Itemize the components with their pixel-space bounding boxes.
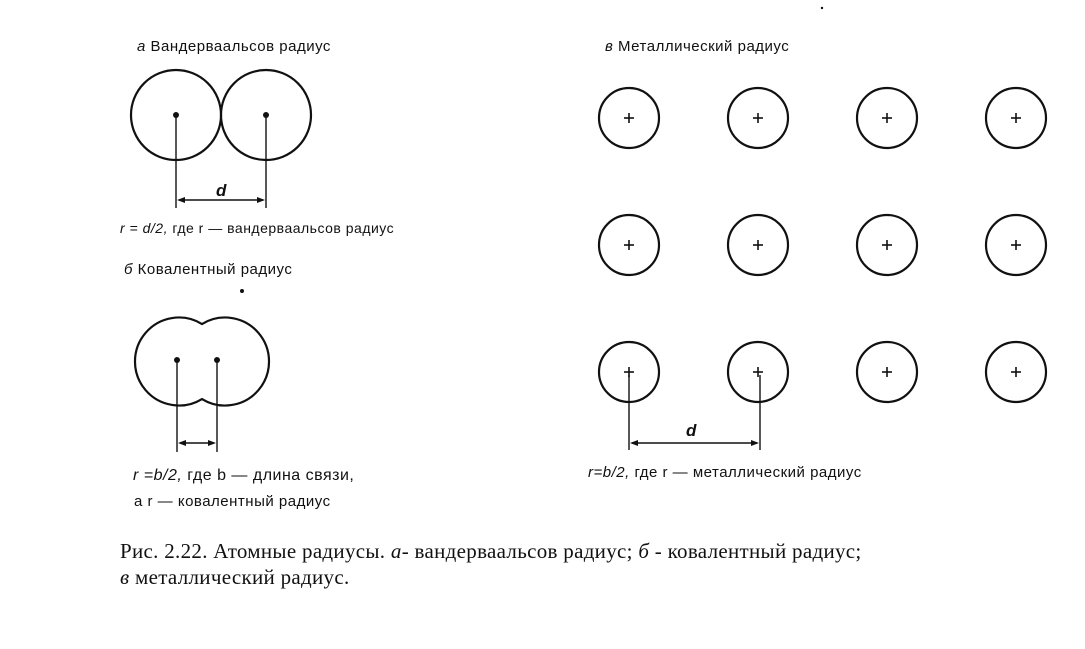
- panel-b-formula-rest: где b — длина связи,: [187, 467, 355, 484]
- panel-a-title: [137, 38, 331, 55]
- metal-arrow-right: [751, 440, 759, 446]
- speck: [821, 7, 823, 9]
- panel-b-title: [124, 261, 292, 278]
- metal-dimension-label: d: [686, 421, 697, 440]
- panel-b-title-text: Ковалентный радиус: [137, 261, 293, 278]
- caption-b-letter: б: [638, 539, 650, 563]
- panel-b-formula-r: r =b/2,: [133, 467, 183, 484]
- caption-c-letter: в: [120, 565, 130, 589]
- covalent-molecule-outline: [135, 317, 269, 405]
- vdw-dimension-label: d: [216, 181, 227, 200]
- panel-a-formula: [120, 220, 394, 236]
- panel-b-letter: б: [124, 261, 133, 278]
- covalent-atoms: [135, 317, 269, 452]
- panel-c-formula: [588, 464, 862, 481]
- panel-b-formula-line2: а r — ковалентный радиус: [134, 493, 331, 510]
- vdw-arrow-right: [257, 197, 265, 203]
- vdw-arrow-left: [177, 197, 185, 203]
- metallic-lattice: [599, 88, 1046, 402]
- caption-b-text: - ковалентный радиус;: [654, 539, 862, 563]
- figure-caption: [120, 538, 1055, 590]
- caption-a-letter: а: [390, 539, 402, 563]
- panel-c-formula-r: r=b/2,: [588, 464, 630, 481]
- caption-prefix: Рис. 2.22. Атомные радиусы.: [120, 539, 386, 563]
- speck: [240, 289, 244, 293]
- panel-c-title: [605, 38, 789, 55]
- panel-a-title-text: Вандерваальсов радиус: [150, 38, 331, 55]
- panel-a-formula-rest: где r — вандерваальсов радиус: [172, 220, 395, 236]
- panel-b-formula-line1: [133, 467, 354, 485]
- panel-c-letter: в: [605, 38, 614, 55]
- panel-c-title-text: Металлический радиус: [618, 38, 790, 55]
- panel-a-formula-r: r = d/2,: [120, 220, 168, 236]
- caption-c-text: металлический радиус.: [134, 565, 350, 589]
- covalent-arrow-left: [178, 440, 186, 446]
- metal-arrow-left: [630, 440, 638, 446]
- panel-a-letter: а: [137, 38, 146, 55]
- panel-c-formula-rest: где r — металлический радиус: [634, 464, 862, 481]
- caption-a-text: - вандерваальсов радиус;: [401, 539, 633, 563]
- covalent-arrow-right: [208, 440, 216, 446]
